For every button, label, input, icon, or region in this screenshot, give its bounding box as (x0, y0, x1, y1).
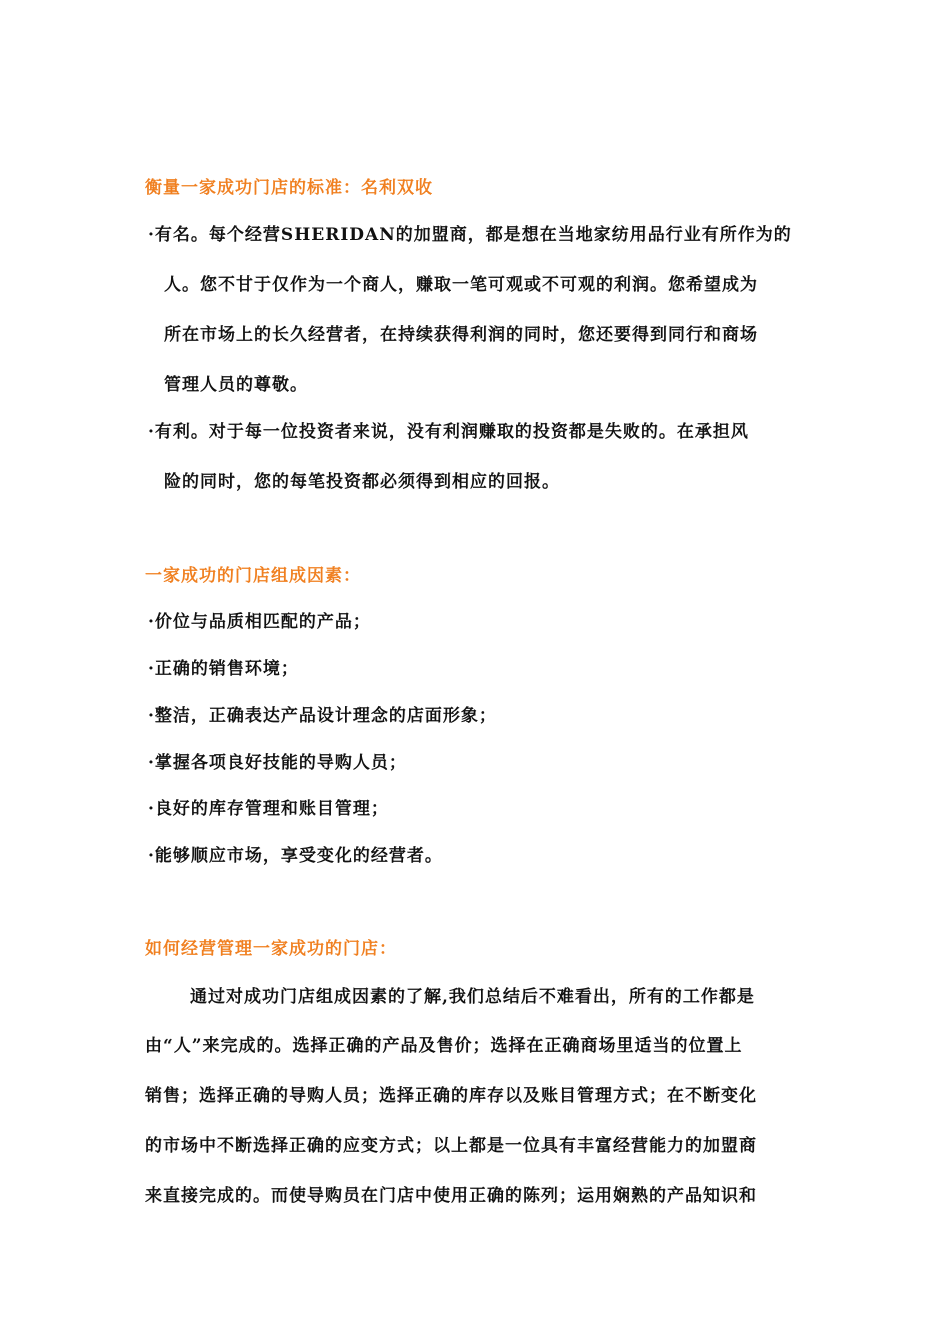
paragraph-line: 来直接完成的。而使导购员在门店中使用正确的陈列；运用娴熟的产品知识和 (145, 1186, 757, 1206)
factor-item: ·能够顺应市场，享受变化的经营者。 (148, 846, 443, 866)
factor-item: ·良好的库存管理和账目管理； (148, 799, 389, 819)
factor-item: ·正确的销售环境； (148, 659, 299, 679)
section-heading-standard: 衡量一家成功门店的标准：名利双收 (145, 178, 433, 198)
paragraph-line: 通过对成功门店组成因素的了解,我们总结后不难看出，所有的工作都是 (190, 987, 755, 1007)
bullet-fame-line-1: ·有名。每个经营SHERIDAN的加盟商，都是想在当地家纺用品行业有所作为的 (148, 225, 792, 245)
bullet-fame-line-2: 人。您不甘于仅作为一个商人，赚取一笔可观或不可观的利润。您希望成为 (164, 275, 758, 295)
bullet-fame-line-3: 所在市场上的长久经营者，在持续获得利润的同时，您还要得到同行和商场 (164, 325, 758, 345)
paragraph-line: 由“人”来完成的。选择正确的产品及售价；选择在正确商场里适当的位置上 (145, 1036, 743, 1056)
bullet-fame-line-4: 管理人员的尊敬。 (164, 375, 308, 395)
bullet-profit-line-1: ·有利。对于每一位投资者来说，没有利润赚取的投资都是失败的。在承担风 (148, 422, 749, 442)
factor-item: ·价位与品质相匹配的产品； (148, 612, 371, 632)
section-heading-management: 如何经营管理一家成功的门店： (145, 939, 397, 959)
bullet-profit-line-2: 险的同时，您的每笔投资都必须得到相应的回报。 (164, 472, 560, 492)
section-heading-factors: 一家成功的门店组成因素： (145, 566, 361, 586)
paragraph-line: 的市场中不断选择正确的应变方式；以上都是一位具有丰富经营能力的加盟商 (145, 1136, 757, 1156)
paragraph-line: 销售；选择正确的导购人员；选择正确的库存以及账目管理方式；在不断变化 (145, 1086, 757, 1106)
factor-item: ·掌握各项良好技能的导购人员； (148, 753, 407, 773)
factor-item: ·整洁，正确表达产品设计理念的店面形象； (148, 706, 497, 726)
